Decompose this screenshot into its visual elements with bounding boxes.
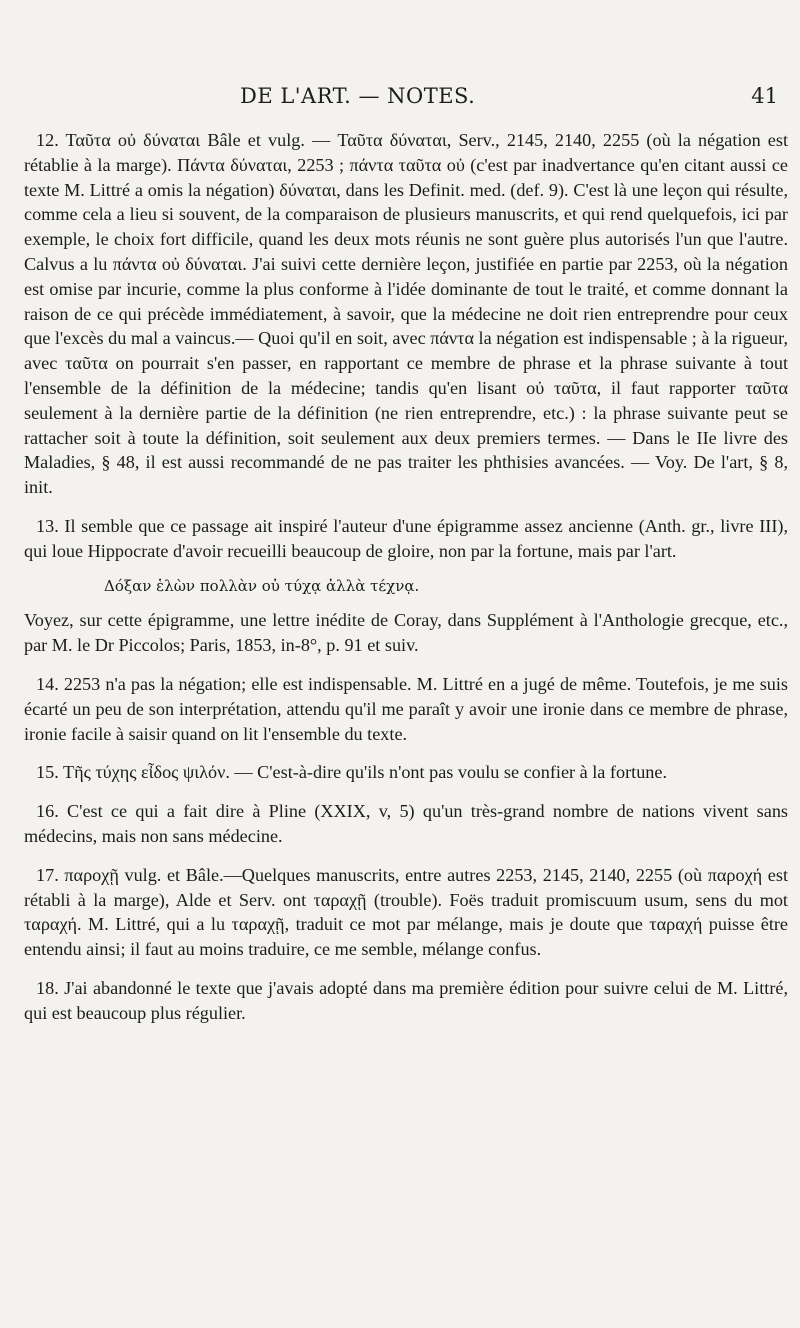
greek-epigram-line: Δόξαν ἑλὼν πολλὰν οὐ τύχᾳ ἀλλὰ τέχνᾳ. — [104, 576, 420, 595]
note-text: J'ai abandonné le texte que j'avais adopté dans ma première édition pour suivre celui de M. Littré, qui est beaucoup plus régulier. — [24, 977, 789, 1023]
note-number: 12. — [36, 130, 59, 150]
note-number: 15. — [36, 762, 59, 783]
note-13 — [24, 514, 788, 564]
running-head — [0, 84, 800, 114]
note-number: 14. — [36, 673, 59, 694]
note-12 — [24, 128, 788, 500]
note-number: 18. — [36, 977, 59, 998]
note-18 — [24, 976, 788, 1026]
note-number: 17. — [36, 864, 59, 885]
notes-body — [24, 128, 788, 1040]
note-15 — [24, 760, 788, 785]
note-text: Τῆς τύχης εἶδος ψιλόν. — C'est-à-dire qu'ils n'ont pas voulu se confier à la fortune. — [62, 762, 667, 783]
note-text: Ταῦτα οὐ δύναται Bâle et vulg. — Ταῦτα δύναται, Serv., 2145, 2140, 2255 (où la négation est rétablie à la marge). Πάντα δύναται, 2253 ; πάντα ταῦτα οὐ (c'est par inadvertance qu'en citant aussi ce texte M. Littré a omis la négation) δύναται, dans les Definit. med. (def. 9). C'est là une leçon qui résulte, comme cela a lieu si souvent, de la comparaison de plusieurs manuscrits, et qui rend quelquefois, ici par exemple, le choix fort difficile, quand les deux mots réunis ne sont guère plus autorisés l'un que l'autre. Calvus a lu πάντα οὐ δύναται. J'ai suivi cette dernière leçon, justifiée en partie par 2253, où la négation est omise par incurie, comme la plus conforme à l'idée dominante de tout le traité, et comme donnant la raison de ce qui précède immédiatement, à savoir, que la médecine ne doit rien entreprendre pour ceux que l'excès du mal a vaincus.— Quoi qu'il en soit, avec πάντα la négation est indispensable ; à la rigueur, avec ταῦτα on pourrait s'en passer, en rapportant ce membre de phrase et la phrase suivante à tout l'ensemble de la définition de la médecine; tandis qu'en lisant οὐ ταῦτα, il faut rapporter ταῦτα seulement à la dernière partie de la définition (ne rien entreprendre, etc.) : la phrase suivante peut se rattacher soit à toute la définition, soit seulement aux deux premiers termes. — Dans le IIe livre des Maladies, § 48, il est aussi recommandé de ne pas traiter les phthisies avancées. — Voy. De l'art, § 8, init. — [24, 130, 788, 498]
note-text: Il semble que ce passage ait inspiré l'auteur d'une épigramme assez ancienne (Anth. gr., livre III), qui loue Hippocrate d'avoir recueilli beaucoup de gloire, non par la fortune, mais par l'art. — [24, 515, 788, 561]
note-text: παροχῇ vulg. et Bâle.—Quelques manuscrits, entre autres 2253, 2145, 2140, 2255 (où παροχή est rétabli à la marge), Alde et Serv. ont ταραχῇ (trouble). Foës traduit promiscuum usum, sens du mot ταραχή. M. Littré, qui a lu ταραχῇ, traduit ce mot par mélange, mais je doute que ταραχή puisse être entendu ainsi; il faut au moins traduire, ce me semble, mélange confus. — [24, 864, 789, 960]
note-number: 13. — [36, 515, 59, 536]
note-13-continuation: Voyez, sur cette épigramme, une lettre inédite de Coray, dans Supplément à l'Anthologie grecque, etc., par M. le Dr Piccolos; Paris, 1853, in-8°, p. 91 et suiv. — [24, 610, 788, 656]
note-text: C'est ce qui a fait dire à Pline (XXIX, v, 5) qu'un très-grand nombre de nations vivent sans médecins, mais non sans médecine. — [24, 801, 789, 846]
running-head-title: DE L'ART. — NOTES. — [240, 84, 476, 108]
note-number: 16. — [36, 801, 59, 822]
note-text: 2253 n'a pas la négation; elle est indispensable. M. Littré en a jugé de même. Toutefois, je me suis écarté un peu de son interprétation, attendu qu'il me paraît y avoir une ironie dans ce membre de phrase, ironie facile à saisir quand on lit l'ensemble du texte. — [24, 673, 788, 744]
note-16 — [24, 799, 788, 849]
note-17 — [24, 863, 788, 962]
page-number: 41 — [751, 84, 778, 108]
note-14 — [24, 672, 788, 746]
